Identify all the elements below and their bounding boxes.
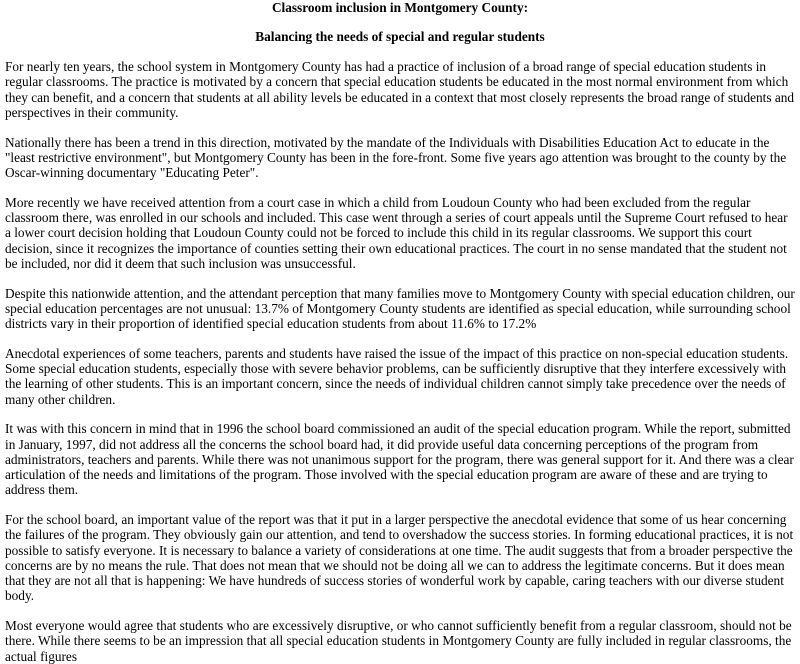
paragraph-8: Most everyone would agree that students who are excessively disruptive, or who cannot sufficiently benefit from a regular classroom, should not be there. While there seems to be an impression that all special education students in Montgomery County are fully included in regular classrooms, the actual figures [5, 618, 792, 664]
document-page [5, 0, 795, 664]
paragraph-3: More recently we have received attention from a court case in which a child from Loudoun County who had been excluded from the regular classroom there, was enrolled in our schools and included. This case went through a series of court appeals until the Supreme Court refused to hear a lower court decision holding that Loudoun County could not be forced to include this child in its regular classrooms. We support this court decision, since it recognizes the importance of counties setting their own educational practices. The court in no sense mandated that the student not be included, nor did it deem that such inclusion was unsuccessful. [5, 194, 788, 271]
paragraph-6: It was with this concern in mind that in 1996 the school board commissioned an audit of the special education program. While the report, submitted in January, 1997, did not address all the concerns the school board had, it did provide useful data concerning perceptions of the program from administrators, teachers and parents. While there was not unanimous support for the program, there was general support for it. And there was a clear articulation of the needs and limitations of the program. Those involved with the special education program are aware of these and are trying to address them. [5, 421, 794, 498]
paragraph-7: For the school board, an important value of the report was that it put in a larger perspective the anecdotal evidence that some of us hear concerning the failures of the program. They obviously gain our attention, and tend to overshadow the success stories. In forming educational practices, it is not possible to satisfy everyone. It is necessary to balance a variety of considerations at one time. The audit suggests that from a broader perspective the concerns are by no means the rule. That does not mean that we should not be doing all we can to address the legitimate concerns. But it does mean that they are not all that is happening: We have hundreds of success stories of wonderful work by capable, caring teachers with our diverse student body. [5, 512, 794, 604]
paragraph-4: Despite this nationwide attention, and the attendant perception that many families move to Montgomery County with special education children, our special education percentages are not unusual: 13.7% of Montgomery County students are identified as special education, while surrounding school districts vary in their proportion of identified special education students from about 11.6% to 17.2% [5, 285, 795, 331]
paragraph-5: Anecdotal experiences of some teachers, parents and students have raised the issue of the impact of this practice on non-special education students. Some special education students, especially those with severe behavior problems, can be sufficiently disruptive that they interfere excessively with the learning of other students. This is an important concern, since the needs of individual children cannot simply take precedence over the needs of many other children. [5, 345, 789, 407]
document-title: Classroom inclusion in Montgomery County: [271, 0, 529, 15]
paragraph-1: For nearly ten years, the school system in Montgomery County has had a practice of inclusion of a broad range of special education students in regular classrooms. The practice is motivated by a concern that special education students be educated in the most normal environment from which they can benefit, and a concern that students at all ability levels be educated in a context that most closely represents the broad range of students and perspectives in their community. [5, 59, 795, 120]
paragraph-2: Nationally there has been a trend in this direction, motivated by the mandate of the Individuals with Disabilities Education Act to educate in the "least restrictive environment", but Montgomery County has been in the fore-front. Some five years ago attention was brought to the county by the Oscar-winning documentary "Educating Peter". [5, 134, 787, 180]
document-subtitle: Balancing the needs of special and regular students [255, 29, 545, 45]
